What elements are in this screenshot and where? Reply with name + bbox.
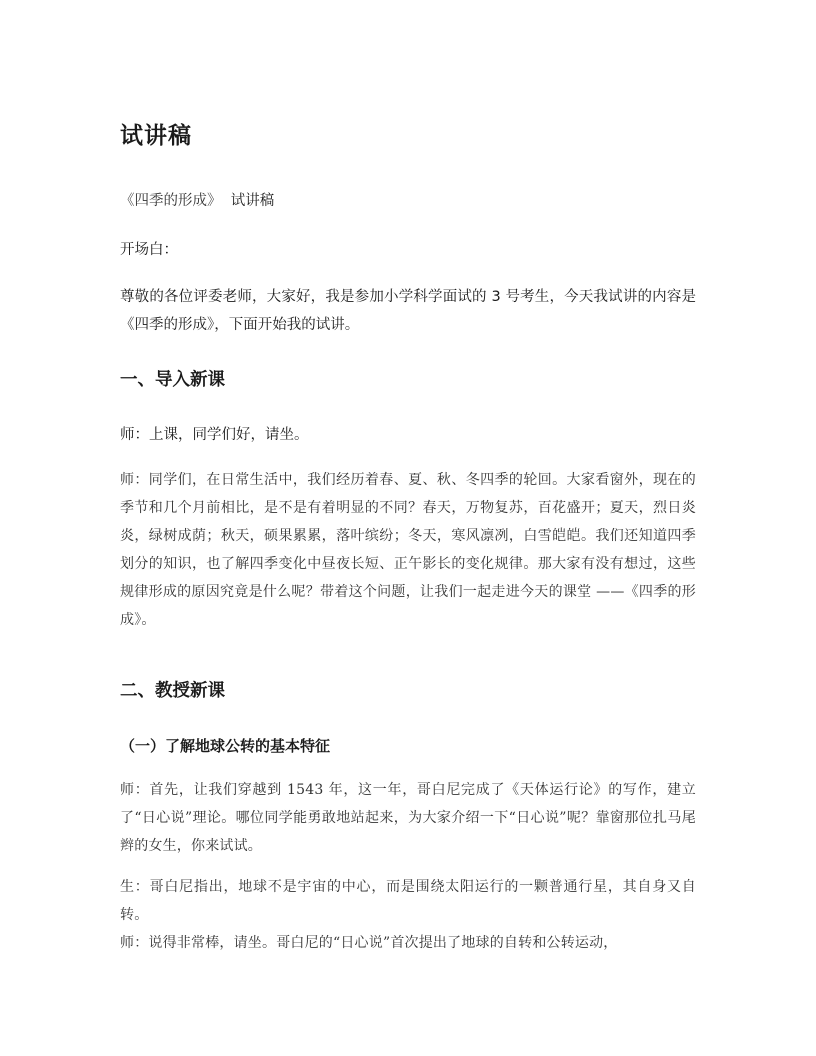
greeting-line: 师：上课，同学们好，请坐。 — [120, 427, 309, 443]
subtitle-suffix: 试讲稿 — [230, 193, 275, 209]
subtitle-line — [120, 187, 696, 215]
opening-label: 开场白： — [120, 242, 178, 258]
teacher-response-paragraph: 师：说得非常棒，请坐。哥白尼的“日心说”首次提出了地球的自转和公转运动， — [120, 935, 618, 951]
lesson-title: 《四季的形成》 — [120, 193, 222, 209]
subsection-heading-revolution: （一）了解地球公转的基本特征 — [120, 737, 331, 755]
document-title: 试讲稿 — [120, 123, 192, 149]
opening-paragraph: 尊敬的各位评委老师，大家好，我是参加小学科学面试的 3 号考生，今天我试讲的内容是《四季的形成》，下面开始我的试讲。 — [120, 289, 696, 333]
section-heading-introduction: 一、导入新课 — [120, 370, 225, 390]
heliocentric-paragraph: 师：首先，让我们穿越到 1543 年，这一年，哥白尼完成了《天体运行论》的写作，建立了“日心说”理论。哪位同学能勇敢地站起来，为大家介绍一下“日心说”呢？靠窗那位扎马尾辫的女生，你来试试。 — [120, 782, 696, 854]
student-answer-paragraph: 生：哥白尼指出，地球不是宇宙的中心，而是围绕太阳运行的一颗普通行星，其自身又自转。 — [120, 879, 696, 923]
introduction-paragraph: 师：同学们，在日常生活中，我们经历着春、夏、秋、冬四季的轮回。大家看窗外，现在的季节和几个月前相比，是不是有着明显的不同？春天，万物复苏，百花盛开；夏天，烈日炎炎，绿树成荫；秋天，硕果累累，落叶缤纷；冬天，寒风凛冽，白雪皑皑。我们还知道四季划分的知识，也了解四季变化中昼夜长短、正午影长的变化规律。那大家有没有想过，这些规律形成的原因究竟是什么呢？带着这个问题，让我们一起走进今天的课堂 ——《四季的形成》。 — [120, 472, 696, 628]
section-heading-teaching: 二、教授新课 — [120, 681, 225, 701]
